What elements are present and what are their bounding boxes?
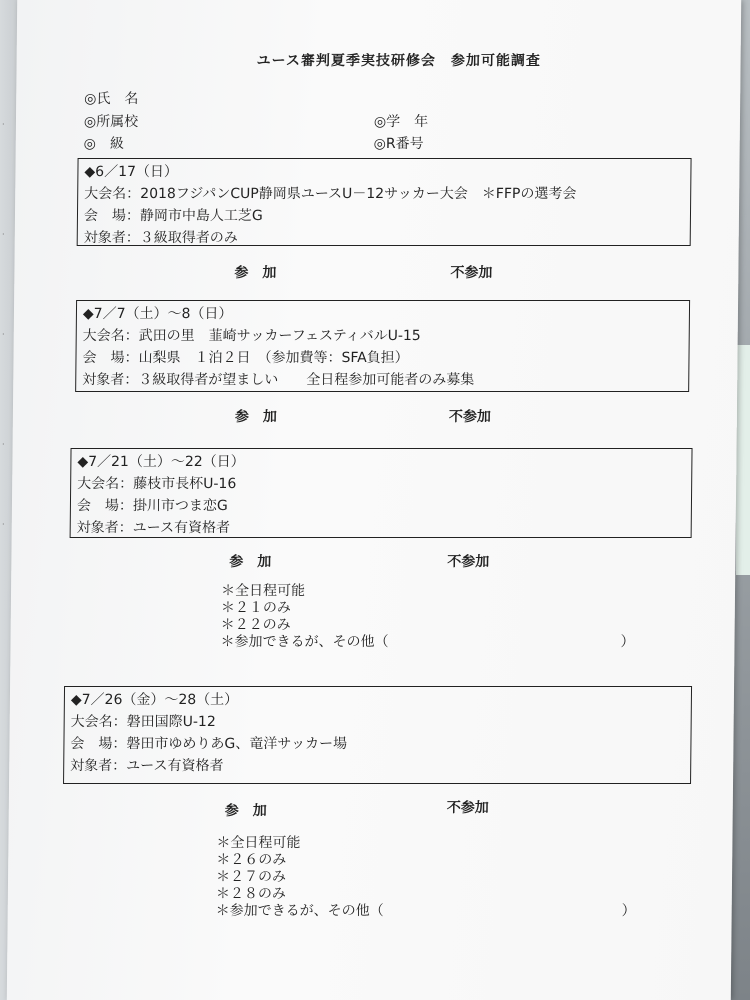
absent-option: 不参加: [448, 409, 491, 425]
event-venue: 会 場：静岡市中島人工芝G: [83, 208, 263, 224]
event-date: ◆6／17（日）: [84, 164, 179, 180]
event-date: ◆7／26（金）～28（土）: [70, 692, 239, 708]
option-other-close: ）: [621, 903, 636, 919]
level-field: ◎ 級: [83, 136, 125, 152]
event-venue: 会 場：磐田市ゆめりあG、竜洋サッカー場: [70, 736, 348, 752]
absent-option: 不参加: [446, 800, 489, 816]
edge-mark: ·: [2, 230, 5, 239]
attend-option: 参 加: [234, 265, 277, 281]
event-venue: 会 場：山梨県 １泊２日 （参加費等：SFA負担）: [82, 350, 409, 366]
option-other: ＊参加できるが、その他（: [220, 634, 389, 650]
edge-mark: ·: [2, 440, 5, 449]
grade-field: ◎学 年: [373, 114, 429, 130]
event-date: ◆7／7（土）～8（日）: [82, 306, 233, 322]
option-day-22: ＊２２のみ: [220, 617, 291, 633]
event-box-0721: [70, 448, 693, 538]
edge-mark: ·: [2, 120, 5, 129]
option-other: ＊参加できるが、その他（: [215, 903, 384, 919]
event-box-0707: [75, 300, 690, 392]
event-box-0726: [63, 686, 692, 784]
option-day-26: ＊２６のみ: [216, 852, 287, 868]
document-title: ユース審判夏季実技研修会 参加可能調査: [256, 53, 541, 69]
absent-option: 不参加: [450, 265, 493, 281]
event-target: 対象者：３級取得者が望ましい 全日程参加可能者のみ募集: [82, 372, 475, 388]
option-all-days: ＊全日程可能: [216, 835, 301, 851]
option-other-close: ）: [620, 634, 635, 650]
event-box-0617: [77, 158, 692, 246]
edge-mark: ·: [2, 330, 5, 339]
event-tournament: 大会名：武田の里 韮崎サッカーフェスティバルU-15: [82, 328, 421, 344]
name-field: ◎氏 名: [84, 91, 139, 107]
option-day-27: ＊２７のみ: [215, 869, 287, 885]
attend-option: 参 加: [224, 803, 267, 819]
event-venue: 会 場：掛川市つま恋G: [76, 498, 228, 514]
attend-option: 参 加: [234, 409, 277, 425]
event-target: 対象者：３級取得者のみ: [83, 230, 238, 246]
r-number-field: ◎R番号: [373, 136, 424, 152]
option-day-21: ＊２１のみ: [220, 600, 291, 616]
event-target: 対象者：ユース有資格者: [70, 758, 224, 774]
event-tournament: 大会名：2018フジパンCUP静岡県ユースU－12サッカー大会 ＊FFPの選考会: [84, 186, 577, 202]
option-day-28: ＊２８のみ: [215, 886, 286, 902]
attend-option: 参 加: [229, 554, 272, 570]
edge-mark: ·: [2, 520, 5, 529]
event-target: 対象者：ユース有資格者: [76, 520, 231, 536]
absent-option: 不参加: [447, 554, 490, 570]
school-field: ◎所属校: [83, 114, 139, 130]
event-tournament: 大会名：磐田国際U-12: [70, 714, 216, 730]
option-all-days: ＊全日程可能: [220, 583, 306, 599]
event-date: ◆7／21（土）～22（日）: [77, 454, 245, 470]
event-tournament: 大会名：藤枝市長杯U-16: [77, 476, 237, 492]
survey-sheet: [7, 0, 741, 1000]
green-sheet: [736, 345, 750, 575]
